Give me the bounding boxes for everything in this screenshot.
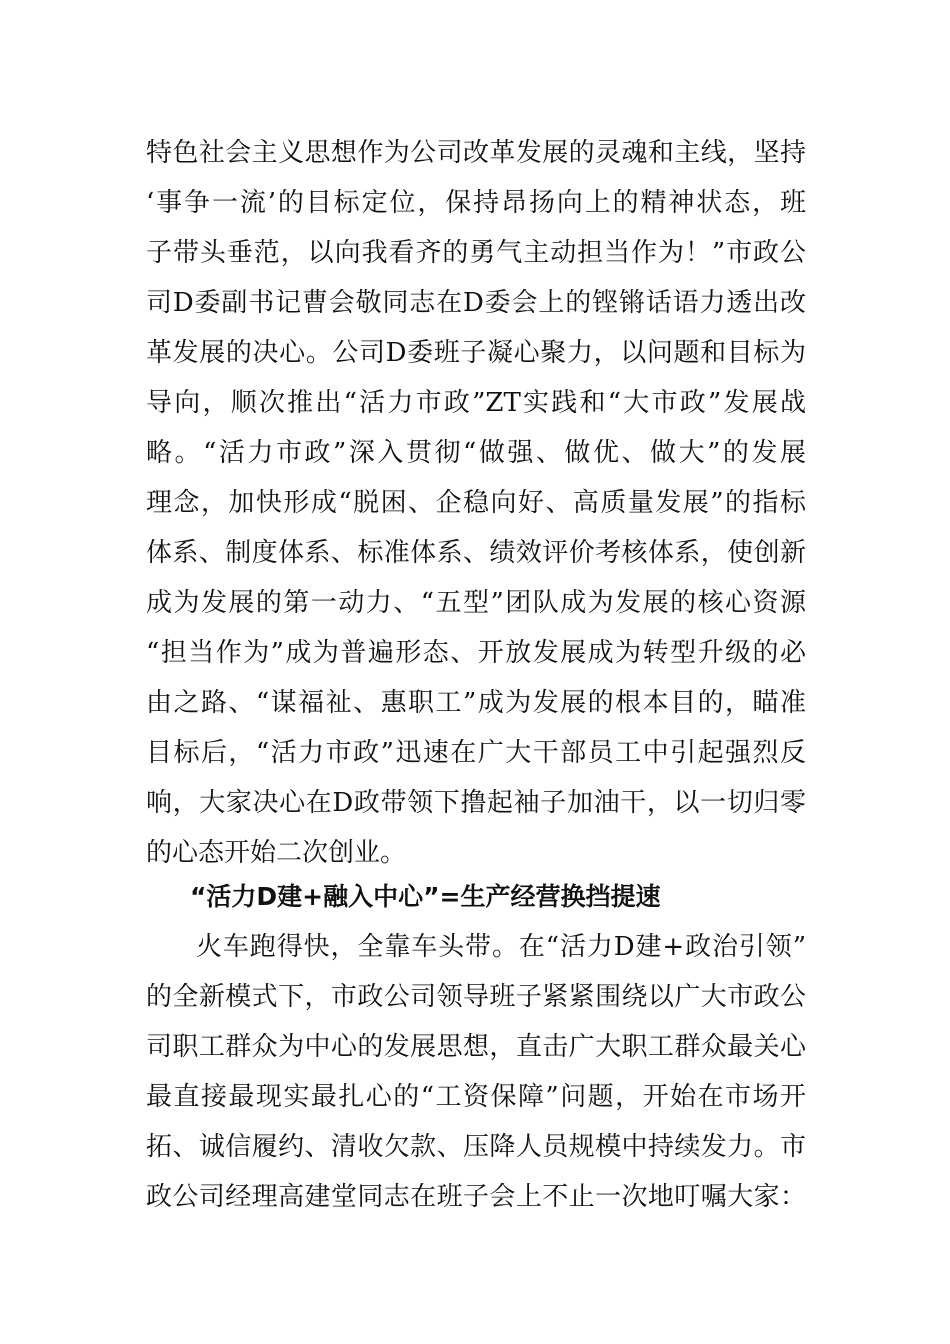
paragraph-line: 革发展的决心。公司D委班子凝心聚力，以问题和目标为 bbox=[146, 338, 806, 368]
paragraph-line: 政公司经理高建堂同志在班子会上不止一次地叮嘱大家： bbox=[146, 1182, 806, 1212]
paragraph-line: 特色社会主义思想作为公司改革发展的灵魂和主线，坚持 bbox=[146, 138, 806, 168]
paragraph-line: 司D委副书记曹会敬同志在D委会上的铿锵话语力透出改 bbox=[146, 288, 806, 318]
paragraph-line: 导向，顺次推出“活力市政”ZT实践和“大市政”发展战 bbox=[146, 388, 806, 418]
paragraph-line: 响，大家决心在D政带领下撸起袖子加油干，以一切归零 bbox=[146, 788, 806, 818]
paragraph-line: ‘事争一流’的目标定位，保持昂扬向上的精神状态，班 bbox=[146, 188, 806, 218]
paragraph-line: 最直接最现实最扎心的“工资保障”问题，开始在市场开 bbox=[146, 1082, 806, 1112]
section-heading: “活力D建+融入中心”=生产经营换挡提速 bbox=[190, 882, 661, 911]
paragraph-2 bbox=[146, 922, 806, 1222]
paragraph-line: “担当作为”成为普遍形态、开放发展成为转型升级的必 bbox=[146, 638, 806, 668]
paragraph-line: 理念，加快形成“脱困、企稳向好、高质量发展”的指标 bbox=[146, 488, 806, 518]
paragraph-line: 的全新模式下，市政公司领导班子紧紧围绕以广大市政公 bbox=[146, 982, 806, 1012]
paragraph-line: 的心态开始二次创业。 bbox=[146, 838, 407, 868]
paragraph-line: 成为发展的第一动力、“五型”团队成为发展的核心资源 bbox=[146, 588, 806, 618]
paragraph-line: 目标后，“活力市政”迅速在广大干部员工中引起强烈反 bbox=[146, 738, 806, 768]
paragraph-line: 体系、制度体系、标准体系、绩效评价考核体系，使创新 bbox=[146, 538, 806, 568]
paragraph-line: 子带头垂范，以向我看齐的勇气主动担当作为！”市政公 bbox=[146, 238, 806, 268]
paragraph-line: 拓、诚信履约、清收欠款、压降人员规模中持续发力。市 bbox=[146, 1132, 806, 1162]
paragraph-line: 火车跑得快，全靠车头带。在“活力D建+政治引领” bbox=[196, 932, 806, 962]
paragraph-line: 由之路、“谋福祉、惠职工”成为发展的根本目的，瞄准 bbox=[146, 688, 806, 718]
paragraph-1 bbox=[146, 128, 806, 878]
paragraph-line: 略。“活力市政”深入贯彻“做强、做优、做大”的发展 bbox=[146, 438, 806, 468]
paragraph-line: 司职工群众为中心的发展思想，直击广大职工群众最关心 bbox=[146, 1032, 806, 1062]
